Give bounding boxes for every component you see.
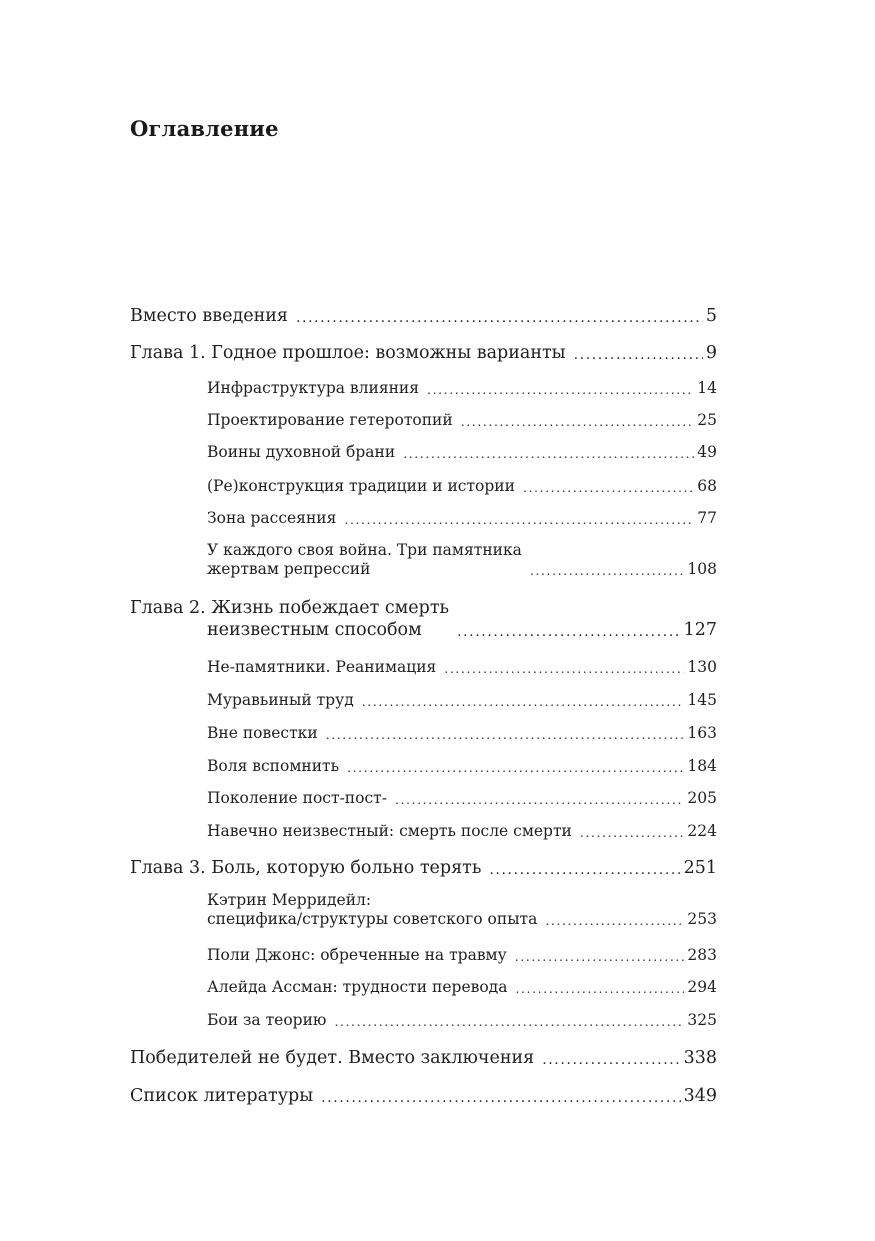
toc-page-number: 251: [683, 858, 717, 878]
toc-entry-text: [130, 598, 449, 640]
toc-entry-section[interactable]: [207, 822, 717, 840]
toc-entry-introduction[interactable]: [130, 306, 717, 326]
dot-leader: [515, 949, 685, 964]
toc-page-number: 68: [697, 477, 717, 495]
toc-page-number: 338: [683, 1048, 717, 1068]
dot-leader: [542, 1052, 680, 1068]
toc-entry-label: Победителей не будет. Вместо заключения: [130, 1048, 535, 1068]
dot-leader: [580, 825, 685, 840]
toc-entry-section[interactable]: [207, 1011, 717, 1029]
toc-entry-label: Бои за теорию: [207, 1011, 327, 1029]
toc-entry-label: Воля вспомнить: [207, 757, 340, 775]
dot-leader: [530, 563, 684, 578]
toc-page-number: 5: [705, 306, 717, 326]
toc-page-number: 224: [687, 822, 717, 840]
toc-entry-label: Муравьиный труд: [207, 691, 354, 709]
toc-page-number: 163: [687, 724, 717, 742]
toc-page-number: 9: [705, 343, 717, 363]
dot-leader: [574, 347, 703, 363]
dot-leader: [523, 480, 694, 495]
dot-leader: [461, 414, 695, 429]
toc-page-number: 283: [687, 946, 717, 964]
toc-entry-section[interactable]: [207, 724, 717, 742]
dot-leader: [427, 382, 694, 397]
toc-entry-label: Проектирование гетеротопий: [207, 411, 453, 429]
toc-page-number: 77: [697, 509, 717, 527]
toc-entry-label: Глава 1. Годное прошлое: возможны варианты: [130, 343, 566, 363]
toc-entry-label: Глава 3. Боль, которую больно терять: [130, 858, 482, 878]
dot-leader: [347, 760, 684, 775]
toc-entry-label: Алейда Ассман: трудности перевода: [207, 978, 508, 996]
toc-entry-section[interactable]: [207, 443, 717, 461]
toc-entry-bibliography[interactable]: [130, 1086, 717, 1106]
toc-entry-section[interactable]: [207, 411, 717, 429]
toc-entry-label: Воины духовной брани: [207, 443, 396, 461]
toc-entry-label-line-1: Глава 2. Жизнь побеждает смерть: [130, 598, 450, 618]
toc-page-number: 130: [687, 658, 717, 676]
toc-entry-label: Не-памятники. Реанимация: [207, 658, 437, 676]
dot-leader: [334, 1014, 684, 1029]
dot-leader: [457, 624, 681, 640]
toc-entry-label: Зона рассеяния: [207, 509, 337, 527]
toc-page-number: 49: [697, 443, 717, 461]
toc-entry-section[interactable]: [207, 379, 717, 397]
toc-page-number: 205: [687, 789, 717, 807]
dot-leader: [489, 862, 680, 878]
toc-entry-section[interactable]: [207, 978, 717, 996]
dot-leader: [362, 694, 685, 709]
toc-entry-section[interactable]: [207, 757, 717, 775]
toc-page-number: 127: [683, 619, 717, 640]
toc-entry-conclusion[interactable]: [130, 1048, 717, 1068]
toc-entry-label: жертвам репрессий: [207, 560, 371, 579]
toc-entry-label-line-1: Кэтрин Мерридейл:: [207, 891, 372, 909]
toc-page-number: 184: [687, 757, 717, 775]
toc-entry-section[interactable]: [207, 658, 717, 676]
toc-entry-section[interactable]: [207, 541, 717, 578]
toc-page-number: 253: [687, 910, 717, 929]
toc-entry-label: неизвестным способом: [207, 619, 422, 640]
toc-entry-text: [207, 541, 522, 578]
toc-entry-label: Инфраструктура влияния: [207, 379, 420, 397]
toc-entry-chapter-3[interactable]: [130, 858, 717, 878]
toc-entry-section[interactable]: [207, 946, 717, 964]
toc-page-number: 349: [683, 1086, 717, 1106]
toc-entry-label: специфика/структуры советского опыта: [207, 910, 538, 929]
toc-entry-label: (Ре)конструкция традиции и истории: [207, 477, 515, 495]
dot-leader: [545, 913, 684, 928]
toc-entry-text: [207, 891, 537, 928]
dot-leader: [444, 661, 684, 676]
toc-page-number: 25: [697, 411, 717, 429]
toc-entry-label: Вместо введения: [130, 306, 288, 326]
toc-entry-label: Список литературы: [130, 1086, 314, 1106]
dot-leader: [344, 512, 694, 527]
dot-leader: [395, 792, 684, 807]
toc-entry-section[interactable]: [207, 891, 717, 928]
toc-entry-chapter-1[interactable]: [130, 343, 717, 363]
toc-entry-chapter-2[interactable]: [130, 598, 717, 640]
toc-entry-label: Поколение пост-пост-: [207, 789, 387, 807]
dot-leader: [296, 310, 703, 326]
toc-page-number: 294: [687, 978, 717, 996]
page-title: Оглавление: [130, 116, 279, 141]
toc-page-number: 108: [687, 560, 717, 579]
dot-leader: [515, 981, 684, 996]
toc-entry-label: Поли Джонс: обреченные на травму: [207, 946, 507, 964]
toc-entry-label: Навечно неизвестный: смерть после смерти: [207, 822, 572, 840]
toc-entry-section[interactable]: [207, 789, 717, 807]
toc-page-number: 14: [697, 379, 717, 397]
dot-leader: [326, 727, 685, 742]
toc-page-number: 325: [687, 1011, 717, 1029]
toc-entry-section[interactable]: [207, 509, 717, 527]
toc-entry-label: Вне повестки: [207, 724, 318, 742]
dot-leader: [321, 1090, 680, 1106]
toc-entry-label-line-1: У каждого своя война. Три памятника: [207, 541, 522, 559]
toc-entry-section[interactable]: [207, 691, 717, 709]
dot-leader: [403, 446, 694, 461]
toc-entry-section[interactable]: [207, 477, 717, 495]
toc-page-number: 145: [687, 691, 717, 709]
